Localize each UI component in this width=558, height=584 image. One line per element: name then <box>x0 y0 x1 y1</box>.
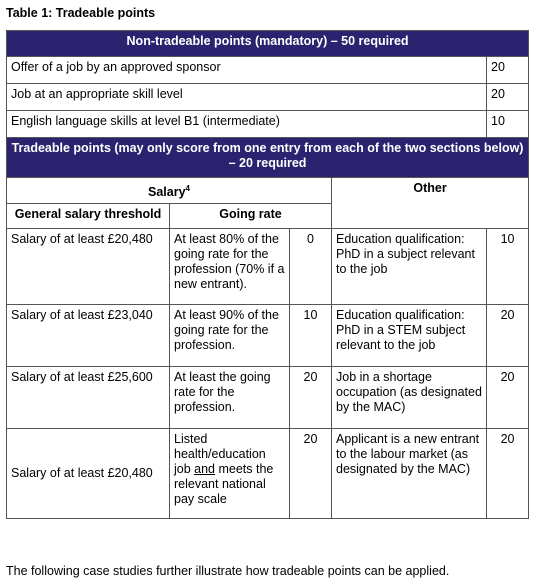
mandatory-label: Offer of a job by an approved sponsor <box>7 57 487 84</box>
salary-section-header <box>7 178 332 204</box>
going-rate-text: Listed health/education job <box>174 432 266 477</box>
going-rate-underlined-word: and <box>194 462 216 477</box>
tradeable-header: Tradeable points (may only score from one entry from each of the two sections below) – 20 required <box>7 138 529 178</box>
going-rate-cell: At least 80% of the going rate for the profession (70% if a new entrant). <box>170 229 290 305</box>
salary-points-cell: 10 <box>290 305 332 367</box>
salary-points-cell: 0 <box>290 229 332 305</box>
other-cell: Job in a shortage occupation (as designated by the MAC) <box>332 367 487 429</box>
other-cell: Applicant is a new entrant to the labour market (as designated by the MAC) <box>332 429 487 519</box>
salary-cell: Salary of at least £25,600 <box>7 367 170 429</box>
footer-text: The following case studies further illustrate how tradeable points can be applied. <box>6 564 450 578</box>
salary-points-cell: 20 <box>290 367 332 429</box>
other-cell: Education qualification: PhD in a STEM subject relevant to the job <box>332 305 487 367</box>
table-row <box>7 84 529 111</box>
table-row <box>7 305 529 367</box>
other-points-cell: 20 <box>487 305 529 367</box>
mandatory-label: Job at an appropriate skill level <box>7 84 487 111</box>
mandatory-label: English language skills at level B1 (intermediate) <box>7 111 487 138</box>
salary-cell: Salary of at least £20,480 <box>7 429 170 519</box>
going-rate-cell: At least 90% of the going rate for the profession. <box>170 305 290 367</box>
other-points-cell: 20 <box>487 367 529 429</box>
other-points-cell: 10 <box>487 229 529 305</box>
table-row <box>7 229 529 305</box>
mandatory-points: 20 <box>487 57 529 84</box>
table-row <box>7 111 529 138</box>
mandatory-points: 20 <box>487 84 529 111</box>
salary-footnote-marker: 4 <box>185 184 190 193</box>
table-row <box>7 367 529 429</box>
tradeable-points-table <box>6 30 529 519</box>
going-rate-cell <box>170 429 290 519</box>
salary-cell: Salary of at least £23,040 <box>7 305 170 367</box>
column-header-going-rate: Going rate <box>170 204 332 229</box>
column-header-salary-threshold: General salary threshold <box>7 204 170 229</box>
salary-cell: Salary of at least £20,480 <box>7 229 170 305</box>
table-row <box>7 429 529 519</box>
table-row <box>7 57 529 84</box>
table-caption: Table 1: Tradeable points <box>6 6 156 20</box>
nontradeable-header: Non-tradeable points (mandatory) – 50 required <box>7 31 529 57</box>
other-section-header: Other <box>332 178 529 229</box>
going-rate-text: meets the relevant national pay scale <box>174 462 274 507</box>
salary-header-label: Salary <box>148 185 186 200</box>
salary-points-cell: 20 <box>290 429 332 519</box>
going-rate-cell: At least the going rate for the profession. <box>170 367 290 429</box>
other-cell: Education qualification: PhD in a subject relevant to the job <box>332 229 487 305</box>
other-points-cell: 20 <box>487 429 529 519</box>
mandatory-points: 10 <box>487 111 529 138</box>
